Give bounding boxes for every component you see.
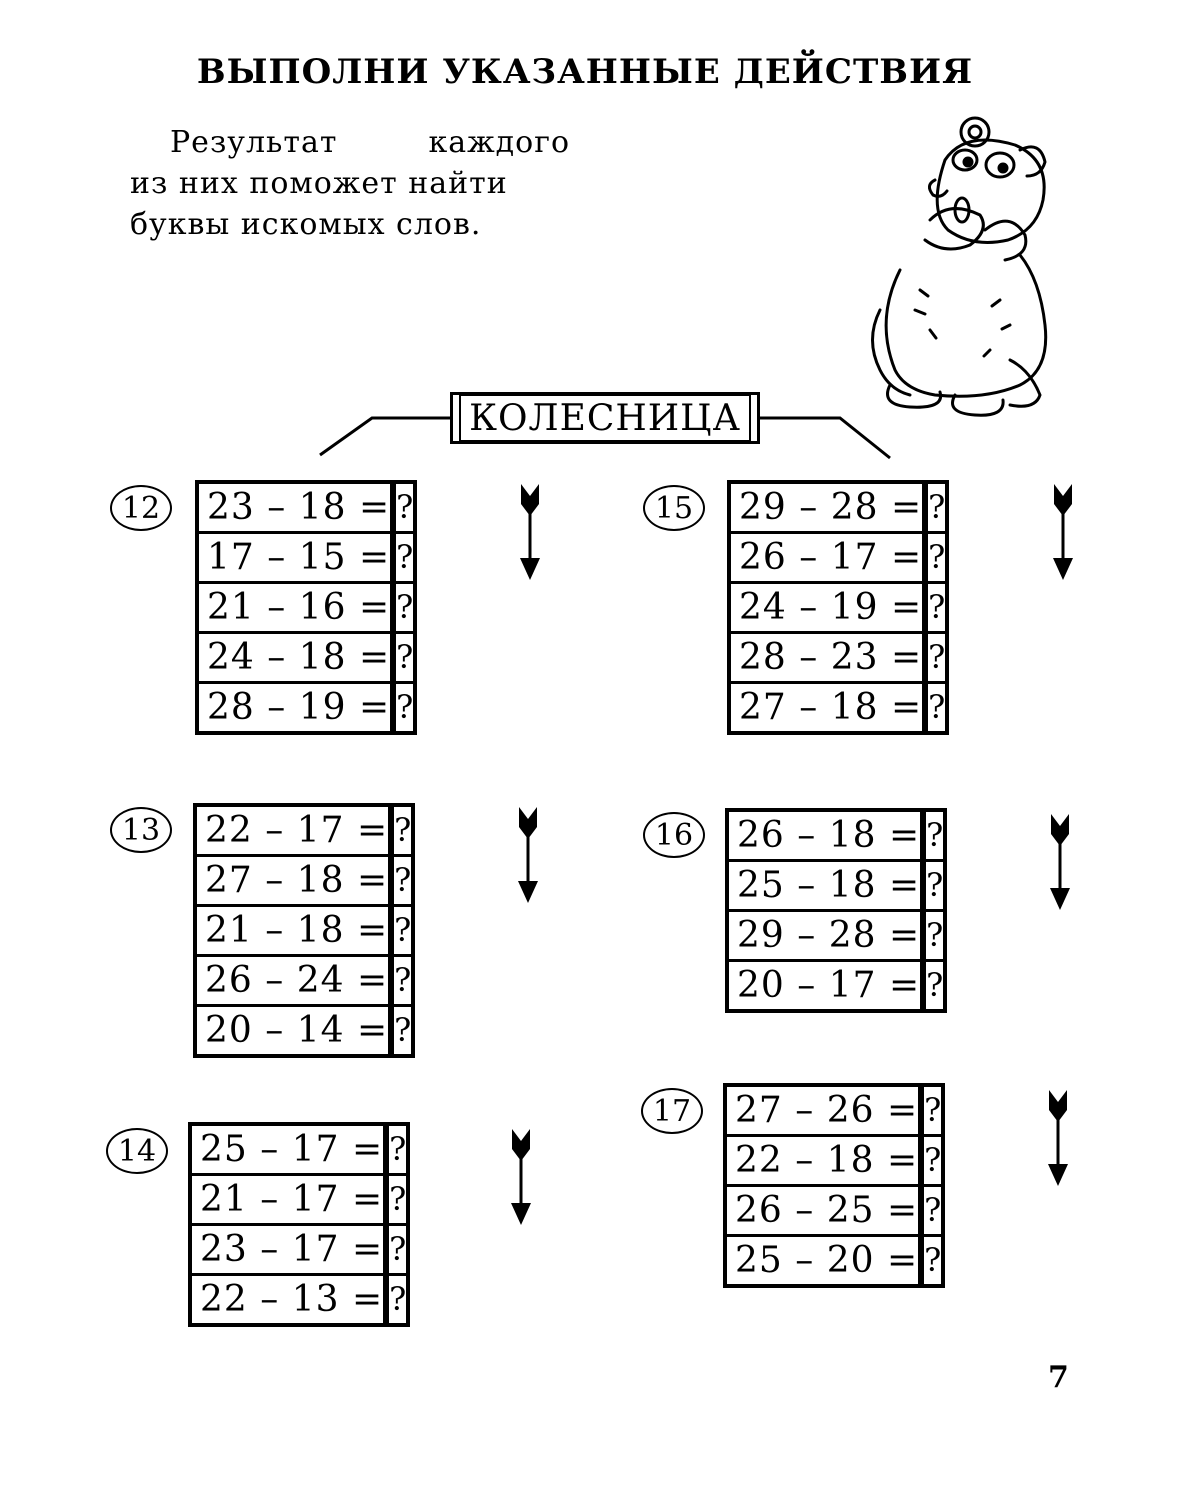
table-row (729, 583, 947, 633)
equation: 23 – 17 = (190, 1225, 385, 1275)
table-row (725, 1236, 943, 1287)
equation: 22 – 17 = (195, 805, 390, 856)
intro-text (130, 122, 570, 245)
equation: 26 – 18 = (727, 810, 922, 861)
table-row (190, 1275, 408, 1326)
letter-cell: ? (395, 683, 416, 734)
equation: 29 – 28 = (727, 911, 922, 961)
table-row (727, 911, 945, 961)
exercise-table (188, 1122, 410, 1327)
letter-cell: ? (925, 961, 946, 1012)
down-arrow-icon (1045, 1088, 1071, 1188)
equation: 21 – 18 = (195, 906, 390, 956)
exercise-table (723, 1083, 945, 1288)
equation: 24 – 19 = (729, 583, 924, 633)
letter-cell: ? (393, 805, 414, 856)
equation: 26 – 25 = (725, 1186, 920, 1236)
letter-cell: ? (393, 956, 414, 1006)
table-row (190, 1175, 408, 1225)
equation: 28 – 23 = (729, 633, 924, 683)
letter-cell: ? (395, 583, 416, 633)
letter-cell: ? (393, 906, 414, 956)
table-row (197, 583, 415, 633)
table-row (190, 1124, 408, 1175)
equation: 20 – 17 = (727, 961, 922, 1012)
letter-cell: ? (927, 583, 948, 633)
page-number: 7 (1048, 1360, 1069, 1395)
table-row (190, 1225, 408, 1275)
equation: 25 – 18 = (727, 861, 922, 911)
intro-line-3: буквы искомых слов. (130, 207, 482, 242)
table-row (729, 482, 947, 533)
table-row (195, 805, 413, 856)
equation: 27 – 18 = (729, 683, 924, 734)
table-row (195, 956, 413, 1006)
letter-cell: ? (923, 1236, 944, 1287)
table-row (729, 633, 947, 683)
exercise-number: 14 (106, 1128, 168, 1174)
exercise-table (193, 803, 415, 1058)
exercise-table (727, 480, 949, 735)
intro-line-2: из них поможет найти (130, 166, 508, 201)
equation: 22 – 13 = (190, 1275, 385, 1326)
table-row (729, 533, 947, 583)
target-word: КОЛЕСНИЦА (459, 394, 751, 442)
letter-cell: ? (927, 533, 948, 583)
equation: 27 – 18 = (195, 856, 390, 906)
table-row (727, 961, 945, 1012)
bear-illustration (860, 110, 1060, 420)
down-arrow-icon (508, 1127, 534, 1227)
table-row (197, 683, 415, 734)
table-row (197, 482, 415, 533)
equation: 21 – 17 = (190, 1175, 385, 1225)
equation: 22 – 18 = (725, 1136, 920, 1186)
equation: 29 – 28 = (729, 482, 924, 533)
letter-cell: ? (927, 683, 948, 734)
down-arrow-icon (1050, 482, 1076, 582)
equation: 17 – 15 = (197, 533, 392, 583)
equation: 24 – 18 = (197, 633, 392, 683)
down-arrow-icon (1047, 812, 1073, 912)
letter-cell: ? (395, 633, 416, 683)
letter-cell: ? (925, 911, 946, 961)
intro-word-1: Результат (170, 125, 338, 160)
letter-cell: ? (388, 1124, 409, 1175)
letter-cell: ? (923, 1186, 944, 1236)
table-row (727, 810, 945, 861)
exercise-number: 13 (110, 807, 172, 853)
letter-cell: ? (388, 1175, 409, 1225)
table-row (725, 1186, 943, 1236)
exercise-number: 12 (110, 485, 172, 531)
equation: 28 – 19 = (197, 683, 392, 734)
letter-cell: ? (388, 1225, 409, 1275)
equation: 25 – 17 = (190, 1124, 385, 1175)
letter-cell: ? (393, 856, 414, 906)
letter-cell: ? (927, 482, 948, 533)
letter-cell: ? (925, 861, 946, 911)
down-arrow-icon (517, 482, 543, 582)
letter-cell: ? (927, 633, 948, 683)
table-row (197, 633, 415, 683)
down-arrow-icon (515, 805, 541, 905)
equation: 25 – 20 = (725, 1236, 920, 1287)
equation: 26 – 17 = (729, 533, 924, 583)
target-word-box (450, 392, 760, 444)
intro-line-1 (130, 122, 570, 163)
table-row (727, 861, 945, 911)
letter-cell: ? (923, 1085, 944, 1136)
letter-cell: ? (395, 533, 416, 583)
equation: 21 – 16 = (197, 583, 392, 633)
table-row (725, 1136, 943, 1186)
letter-cell: ? (925, 810, 946, 861)
intro-word-2: каждого (428, 125, 570, 160)
equation: 27 – 26 = (725, 1085, 920, 1136)
exercise-table (725, 808, 947, 1013)
letter-cell: ? (923, 1136, 944, 1186)
letter-cell: ? (395, 482, 416, 533)
exercise-number: 15 (643, 485, 705, 531)
table-row (195, 1006, 413, 1057)
exercise-table (195, 480, 417, 735)
equation: 23 – 18 = (197, 482, 392, 533)
exercise-number: 17 (641, 1088, 703, 1134)
equation: 26 – 24 = (195, 956, 390, 1006)
table-row (195, 906, 413, 956)
letter-cell: ? (393, 1006, 414, 1057)
table-row (725, 1085, 943, 1136)
page-title: ВЫПОЛНИ УКАЗАННЫЕ ДЕЙСТВИЯ (196, 52, 974, 92)
table-row (195, 856, 413, 906)
letter-cell: ? (388, 1275, 409, 1326)
exercise-number: 16 (643, 812, 705, 858)
equation: 20 – 14 = (195, 1006, 390, 1057)
table-row (197, 533, 415, 583)
table-row (729, 683, 947, 734)
